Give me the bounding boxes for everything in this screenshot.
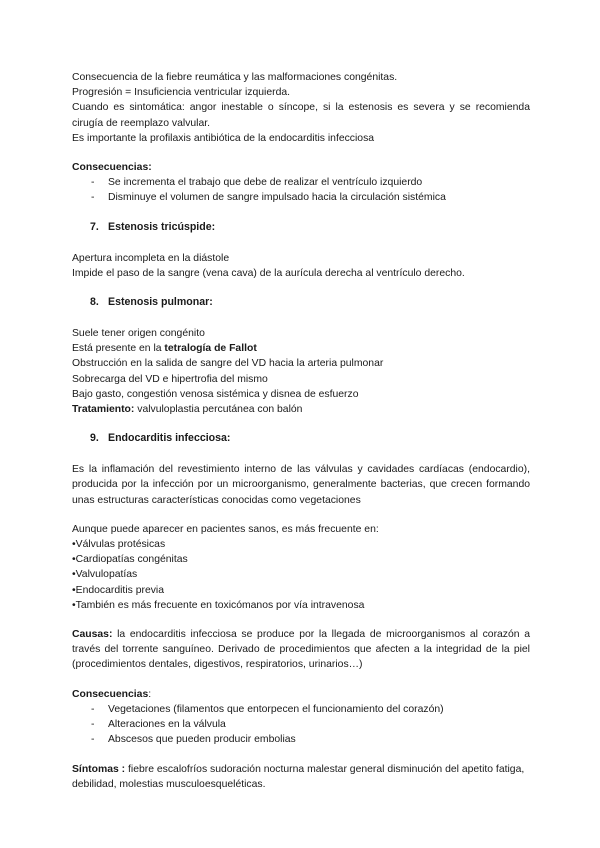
document-page [72, 70, 530, 792]
body-line [72, 341, 530, 356]
list-item: • Cardiopatías congénitas [72, 552, 530, 567]
symptoms-label: Síntomas : [72, 763, 126, 775]
section-number: 9. [90, 432, 99, 445]
body-line: Obstrucción en la salida de sangre del VD hacia la arteria pulmonar [72, 358, 384, 370]
treatment-label: Tratamiento: [72, 404, 135, 416]
section-heading-9 [72, 431, 530, 446]
consequences-colon: : [148, 688, 152, 700]
intro-line: Es importante la profilaxis antibiótica de la endocarditis infecciosa [72, 132, 375, 144]
treatment-text: valvuloplastia percutánea con balón [134, 404, 303, 416]
body-line: Sobrecarga del VD e hipertrofia del mismo [72, 373, 268, 385]
symptoms-text: fiebre escalofríos sudoración nocturna malestar general disminución del apetito fatiga, debilidad, molestias musculoesqueléticas. [72, 763, 525, 790]
section-number: 7. [90, 220, 99, 233]
risk-list [72, 537, 530, 613]
section-heading-8 [72, 295, 530, 310]
section-heading-7 [72, 220, 530, 235]
intro-line: Consecuencia de la fiebre reumática y las malformaciones congénitas. [72, 72, 398, 83]
body-line: Impide el paso de la sangre (vena cava) de la aurícula derecha al ventrículo derecho. [72, 267, 465, 279]
list-item: - Abscesos que pueden producir embolias [72, 732, 530, 747]
section-number: 8. [90, 296, 99, 309]
bold-term: tetralogía de Fallot [164, 343, 257, 355]
list-item: - Se incrementa el trabajo que debe de realizar el ventrículo izquierdo [72, 175, 530, 190]
treatment-line [72, 402, 530, 417]
list-item: • También es más frecuente en toxicómanos por vía intravenosa [72, 598, 530, 613]
consequences-label: Consecuencias [72, 688, 149, 700]
consequences-list [72, 702, 530, 748]
causes-label: Causas: [72, 629, 113, 641]
definition-paragraph: Es la inflamación del revestimiento interno de las válvulas y cavidades cardíacas (endocardio), producida por la infección por un microorganismo, generalmente bacterias, que crecen formando unas estructuras características conocidas como vegetaciones [72, 464, 530, 506]
body-line: Bajo gasto, congestión venosa sistémica y disnea de esfuerzo [72, 388, 359, 400]
section-title: Estenosis tricúspide: [108, 220, 216, 233]
body-text: Está presente en la [72, 343, 165, 355]
body-line: Suele tener origen congénito [72, 328, 205, 340]
list-item: - Vegetaciones (filamentos que entorpecen el funcionamiento del corazón) [72, 702, 530, 717]
intro-line: Cuando es sintomática: angor inestable o síncope, si la estenosis es severa y se recomienda cirugía de reemplazo valvular. [72, 102, 530, 129]
causes-text: la endocarditis infecciosa se produce por la llegada de microorganismos al corazón a través del torrente sanguíneo. Derivado de procedimientos que afecten a la integridad de la piel (procedimientos dentales, digestivos, respiratorios, urinarios…) [72, 629, 530, 671]
list-item: - Disminuye el volumen de sangre impulsado hacia la circulación sistémica [72, 190, 530, 205]
list-item: • Endocarditis previa [72, 583, 530, 598]
consequences-heading: Consecuencias: [72, 162, 152, 174]
section-title: Endocarditis infecciosa: [108, 432, 231, 445]
list-item: • Valvulopatías [72, 567, 530, 582]
list-item: • Válvulas protésicas [72, 537, 530, 552]
body-line: Apertura incompleta en la diástole [72, 252, 230, 264]
section-title: Estenosis pulmonar: [108, 296, 213, 309]
list-item: - Alteraciones en la válvula [72, 717, 530, 732]
causes-paragraph [72, 627, 530, 673]
intro-line: Progresión = Insuficiencia ventricular izquierda. [72, 87, 291, 99]
symptoms-paragraph [72, 762, 530, 792]
consequences-list [72, 175, 530, 205]
consequences-heading [72, 687, 530, 702]
risk-intro: Aunque puede aparecer en pacientes sanos, es más frecuente en: [72, 523, 379, 535]
